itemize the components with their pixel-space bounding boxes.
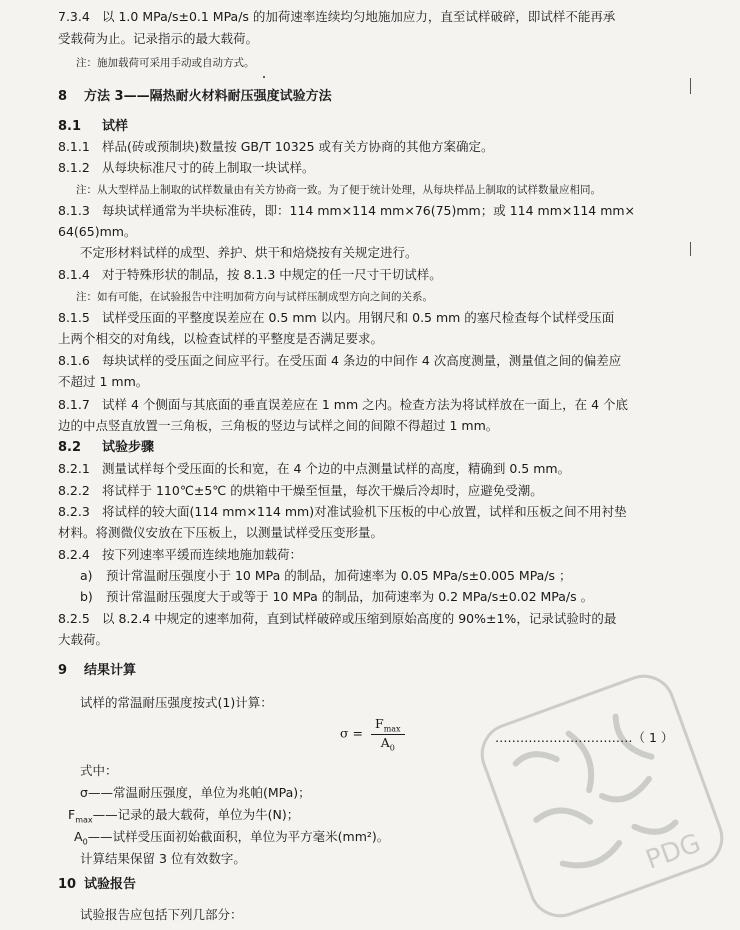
clause-text: 试样受压面的平整度误差应在 0.5 mm 以内。用钢尺和 0.5 mm 的塞尺检查每个试样受压面 bbox=[102, 310, 615, 325]
clause-8-2-2 bbox=[58, 482, 700, 500]
equation-number: ……………………………（ 1 ） bbox=[495, 730, 674, 745]
text-line bbox=[80, 244, 700, 262]
clause-text: 样品(砖或预制块)数量按 GB/T 10325 或有关方协商的其他方案确定。 bbox=[102, 139, 494, 154]
note-text: 注：施加载荷可采用手动或自动方式。 bbox=[76, 57, 255, 69]
scan-speck bbox=[263, 76, 265, 78]
clause-8-1-1 bbox=[58, 138, 700, 156]
section-8-heading bbox=[58, 88, 700, 106]
line-text: 材料。将测微仪安放在下压板上，以测量试样受压变形量。 bbox=[58, 525, 384, 540]
clause-number: 8.1.6 bbox=[58, 353, 90, 368]
list-marker: b) bbox=[80, 589, 93, 604]
clause-number: 8.1.2 bbox=[58, 160, 90, 175]
text-line bbox=[58, 524, 700, 542]
line-text: 计算结果保留 3 位有效数字。 bbox=[80, 851, 246, 866]
section-8-2-heading bbox=[58, 439, 700, 457]
clause-number: 8.2.2 bbox=[58, 483, 90, 498]
clause-8-2-5 bbox=[58, 610, 700, 628]
formula-numerator bbox=[371, 716, 405, 735]
text-line bbox=[58, 631, 700, 649]
note-line bbox=[76, 54, 700, 72]
text-line bbox=[58, 30, 700, 48]
definition-text: ——记录的最大载荷，单位为牛(N)； bbox=[92, 807, 300, 822]
symbol: A bbox=[74, 829, 83, 844]
clause-text: 对于特殊形状的制品，按 8.1.3 中规定的任一尺寸干切试样。 bbox=[102, 267, 442, 282]
clause-number: 8.1.4 bbox=[58, 267, 90, 282]
line-text: 64(65)mm。 bbox=[58, 224, 137, 239]
line-text: 受载荷为止。记录指示的最大载荷。 bbox=[58, 31, 259, 46]
definition-text: ——常温耐压强度，单位为兆帕(MPa)； bbox=[87, 785, 311, 800]
section-number: 8.2 bbox=[58, 440, 82, 455]
line-text: 试样的常温耐压强度按式(1)计算： bbox=[80, 695, 273, 710]
change-bar bbox=[690, 78, 691, 94]
line-text: 试验报告应包括下列几部分： bbox=[80, 907, 243, 922]
clause-text: 每块试样的受压面之间应平行。在受压面 4 条边的中间作 4 次高度测量，测量值之间的偏差应 bbox=[102, 353, 622, 368]
line-text: 不超过 1 mm。 bbox=[58, 374, 149, 389]
note-text: 注：从大型样品上制取的试样数量由有关方协商一致。为了便于统计处理，从每块样品上制取的试样数量应相同。 bbox=[76, 184, 601, 196]
clause-8-1-5 bbox=[58, 309, 700, 327]
clause-number: 8.1.3 bbox=[58, 203, 90, 218]
clause-text: 以 1.0 MPa/s±0.1 MPa/s 的加荷速率连续均匀地施加应力，直至试样破碎，即试样不能再承 bbox=[102, 9, 616, 24]
formula-1 bbox=[340, 716, 405, 752]
clause-text: 每块试样通常为半块标准砖，即：114 mm×114 mm×76(75)mm；或 114 mm×114 mm× bbox=[102, 203, 636, 218]
symbol: σ bbox=[80, 785, 88, 800]
section-title: 结果计算 bbox=[84, 663, 137, 678]
list-text: 预计常温耐压强度小于 10 MPa 的制品，加荷速率为 0.05 MPa/s±0.005 MPa/s ； bbox=[106, 568, 572, 583]
clause-8-1-2 bbox=[58, 159, 700, 177]
section-8-1-heading bbox=[58, 118, 700, 136]
list-item-a bbox=[80, 567, 700, 585]
list-text: 预计常温耐压强度大于或等于 10 MPa 的制品，加荷速率为 0.2 MPa/s±0.02 MPa/s 。 bbox=[106, 589, 594, 604]
symbol-subscript: 0 bbox=[82, 837, 88, 847]
clause-text: 测量试样每个受压面的长和宽，在 4 个边的中点测量试样的高度，精确到 0.5 mm。 bbox=[102, 461, 571, 476]
list-item-b bbox=[80, 588, 700, 606]
text-line bbox=[58, 223, 700, 241]
text-line bbox=[58, 373, 700, 391]
text-line bbox=[58, 330, 700, 348]
clause-number: 7.3.4 bbox=[58, 9, 90, 24]
list-marker: a) bbox=[80, 568, 93, 583]
watermark-text: PDG bbox=[641, 828, 705, 876]
text-line bbox=[58, 417, 700, 435]
section-number: 8.1 bbox=[58, 119, 82, 134]
clause-text: 将试样的较大面(114 mm×114 mm)对准试验机下压板的中心放置，试样和压板之间不用衬垫 bbox=[102, 504, 627, 519]
clause-8-2-3 bbox=[58, 503, 700, 521]
denominator-symbol: A bbox=[380, 734, 390, 750]
note-line bbox=[76, 181, 700, 199]
line-text: 大载荷。 bbox=[58, 632, 109, 647]
clause-7-3-4 bbox=[58, 8, 700, 26]
numerator-symbol: F bbox=[375, 716, 384, 731]
clause-number: 8.2.1 bbox=[58, 461, 90, 476]
section-title: 试样 bbox=[102, 119, 129, 134]
clause-8-1-4 bbox=[58, 266, 700, 284]
section-number: 10 bbox=[58, 877, 77, 892]
symbol: F bbox=[68, 807, 76, 822]
section-number: 9 bbox=[58, 663, 68, 678]
formula-fraction bbox=[371, 716, 405, 752]
section-number: 8 bbox=[58, 89, 68, 104]
clause-text: 将试样于 110℃±5℃ 的烘箱中干燥至恒量，每次干燥后冷却时，应避免受潮。 bbox=[102, 483, 543, 498]
clause-8-2-4 bbox=[58, 546, 700, 564]
formula-sigma: σ bbox=[340, 725, 349, 741]
symbol-subscript: max bbox=[75, 815, 93, 825]
clause-text: 以 8.2.4 中规定的速率加荷，直到试样破碎或压缩到原始高度的 90%±1%，记录试验时的最 bbox=[102, 611, 617, 626]
clause-number: 8.2.3 bbox=[58, 504, 90, 519]
section-title: 方法 3——隔热耐火材料耐压强度试验方法 bbox=[84, 89, 332, 104]
section-title: 试验步骤 bbox=[102, 440, 155, 455]
line-text: 不定形材料试样的成型、养护、烘干和焙烧按有关规定进行。 bbox=[80, 245, 418, 260]
formula-denominator bbox=[371, 735, 405, 753]
line-text: 边的中点竖直放置一三角板，三角板的竖边与试样之间的间隙不得超过 1 mm。 bbox=[58, 418, 499, 433]
clause-number: 8.2.5 bbox=[58, 611, 90, 626]
clause-8-1-3 bbox=[58, 202, 700, 220]
clause-number: 8.1.1 bbox=[58, 139, 90, 154]
clause-8-1-6 bbox=[58, 352, 700, 370]
section-title: 试验报告 bbox=[84, 877, 137, 892]
clause-text: 试样 4 个侧面与其底面的垂直误差应在 1 mm 之内。检查方法为将试样放在一面上，在 4 个底 bbox=[102, 397, 629, 412]
note-text: 注：如有可能，在试验报告中注明加荷方向与试样压制成型方向之间的关系。 bbox=[76, 291, 433, 303]
denominator-subscript: 0 bbox=[389, 743, 395, 752]
clause-8-2-1 bbox=[58, 460, 700, 478]
clause-text: 按下列速率平缓而连续地施加载荷： bbox=[102, 547, 303, 562]
formula-equals: = bbox=[352, 725, 364, 741]
line-text: 式中： bbox=[80, 763, 118, 778]
clause-text: 从每块标准尺寸的砖上制取一块试样。 bbox=[102, 160, 315, 175]
change-bar bbox=[690, 242, 691, 256]
clause-number: 8.2.4 bbox=[58, 547, 90, 562]
note-line bbox=[76, 288, 700, 306]
clause-8-1-7 bbox=[58, 396, 700, 414]
definition-text: ——试样受压面初始截面积，单位为平方毫米(mm²)。 bbox=[87, 829, 390, 844]
clause-number: 8.1.7 bbox=[58, 397, 90, 412]
library-seal-watermark bbox=[472, 666, 732, 926]
numerator-subscript: max bbox=[383, 724, 401, 734]
line-text: 上两个相交的对角线，以检查试样的平整度是否满足要求。 bbox=[58, 331, 384, 346]
clause-number: 8.1.5 bbox=[58, 310, 90, 325]
